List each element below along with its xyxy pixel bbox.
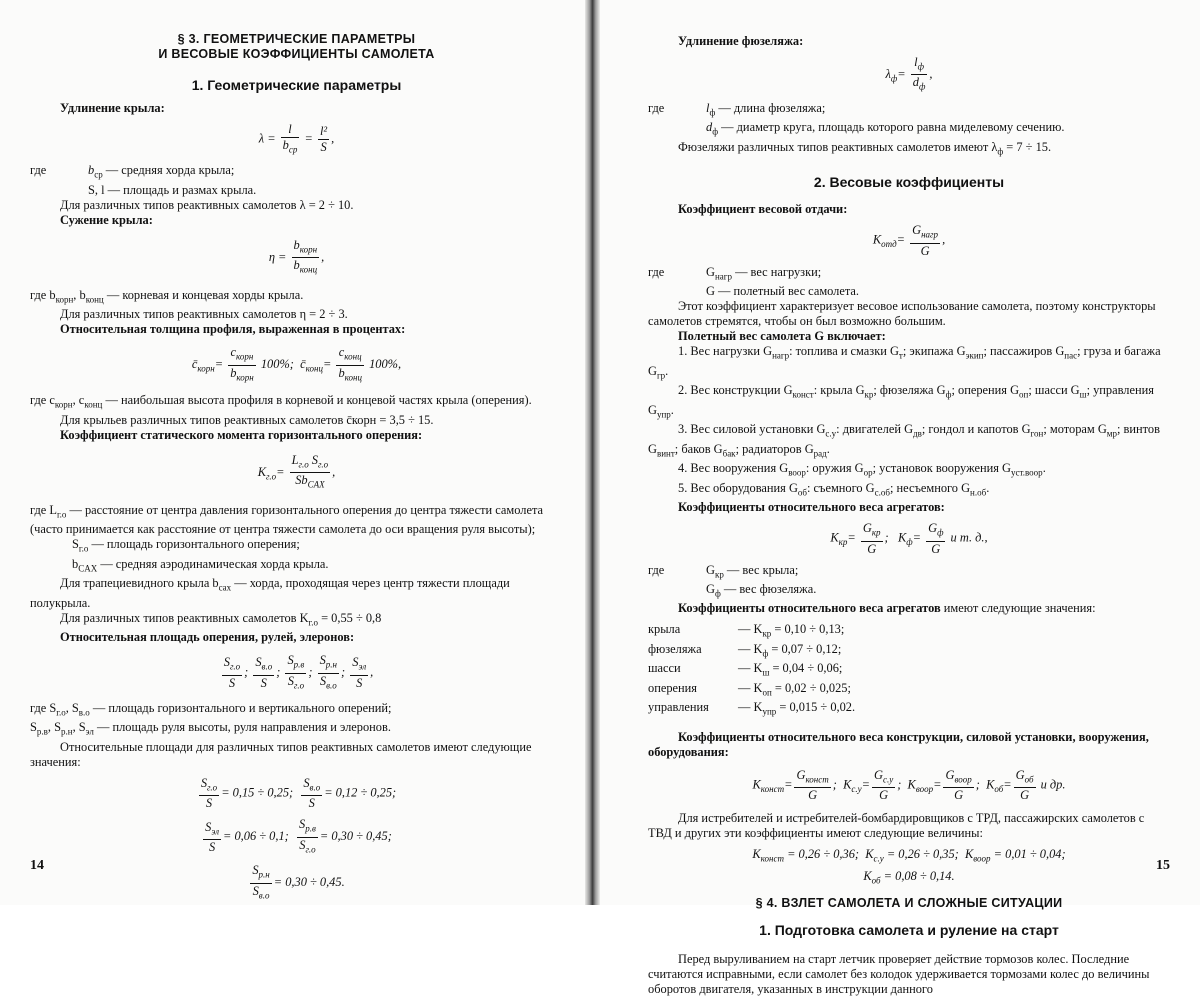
list-item: 2. Вес конструкции $G_{конст}$: крыла $G_{кр}$; фюзеляжа $G_ф$; оперения $G_{оп}$; шасси $G_ш$; управления $G_{упр}$. [648,383,1154,420]
table-row: оперения — $K_{оп} = 0,02 \div 0,025$; [648,680,851,698]
values-row-1: $S_{г.о}$ S = 0,15 ÷ 0,25; $S_{в.о}$ S = 0,12 ÷ 0,25; [200,775,397,811]
page-number: 15 [1156,858,1170,873]
definitions: где $G_{нагр}$ — вес нагрузки; G — полетный вес самолета. [648,264,860,299]
paragraph: Для различных типов реактивных самолетов λ = 2 ÷ 10. [60,197,354,212]
paragraph-title: Относительная толщина профиля, выраженная в процентах: [60,322,406,337]
subsection-heading: 1. Геометрические параметры [191,77,402,93]
paragraph: где $S_{г.о}$, $S_{в.о}$ — площадь горизонтального и вертикального оперений; [30,700,392,718]
table-row: фюзеляжа — $K_ф = 0,07 \div 0,12$; [648,641,842,659]
values-row: $K_{об} = 0,08 \div 0,14$. [863,868,955,886]
list-item: 3. Вес силовой установки $G_{с.у}$: двигателей $G_{дв}$; гондол и капотов $G_{гон}$; моторам $G_{мр}$; винтов $G_{винт}$; баков $G_{бак}$; радиаторов $G_{рад}$. [648,422,1160,459]
subsection-heading: 1. Подготовка самолета и руление на старт [759,922,1059,939]
paragraph: Для истребителей и истребителей-бомбардировщиков с ТРД, пассажирских самолетов с ТВД и других эти коэффициенты имеют следующие величины: [648,811,1145,841]
formula-kotd: $K_{отд}=$ $G_{нагр}$ G , [872,223,946,258]
values-row: $K_{конст} = 0,26 \div 0,36$; $K_{с.у} = 0,26 \div 0,35$; $K_{воор} = 0,01 \div 0,04$; [752,847,1066,864]
paragraph: $S_{г.о}$ — площадь горизонтального оперения; [72,537,300,554]
table-row: шасси — $K_ш = 0,04 \div 0,06$; [648,661,843,678]
paragraph: где $L_{г.о}$ — расстояние от центра давления горизонтального оперения до центра тяжести самолета (часто принимается как расстояние от центра тяжести самолета до оси вращения руля высоты); [30,502,544,537]
formula-kgo: $K_{г.о}=$ $L_{г.о}$ $S_{г.о}$ $Sb_{CAX}$ , [257,452,336,490]
paragraph-title: Коэффициенты относительного веса агрегатов: [678,500,945,515]
paragraph-title: Относительная площадь оперения, рулей, элеронов: [60,630,355,645]
paragraph-title: Полетный вес самолета G включает: [678,329,886,344]
paragraph: Этот коэффициент характеризует весовое использование самолета, поэтому конструкторы самолетов стремятся, чтобы он был возможно большим. [648,299,1156,329]
book-gutter [585,0,600,905]
paragraph: $S_{р.в}$, $S_{р.н}$, $S_{эл}$ — площадь руля высоты, руля направления и элеронов. [30,720,391,737]
paragraph: где $c_{корн}$, $c_{конц}$ — наибольшая высота профиля в корневой и концевой частях крыла (оперения). [30,393,532,410]
formula-constr: $K_{конст}=$ $G_{конст}$ G ; $K_{с.у}=$ $G_{с.у}$ G ; $K_{воор}=$ $G_{воор}$ G ; $K_{об}=$ $G_{об}$ G и др. [752,767,1066,803]
right-page [600,0,1200,997]
formula-thickness: $c̄_{корн}=$ $c_{корн}$ $b_{корн}$ 100%; $c̄_{конц}=$ $c_{конц}$ $b_{конц}$ 100%, [191,345,402,383]
subsection-heading: 2. Весовые коэффициенты [813,174,1005,191]
formula-agg: $K_{кр}=$ $G_{кр}$ G ; $K_ф=$ $G_ф$ G и т. д., [830,521,988,556]
paragraph: Коэффициенты относительного веса агрегатов имеют следующие значения: [678,601,1096,616]
paragraph-title: Коэффициенты относительного веса конструкции, силовой установки, вооружения, оборудования: [648,729,1149,759]
formula-eta: η = $b_{корн}$ $b_{конц}$ , [268,237,325,275]
section-heading: § 3. ГЕОМЕТРИЧЕСКИЕ ПАРАМЕТРЫ И ВЕСОВЫЕ КОЭФФИЦИЕНТЫ САМОЛЕТА [158,32,435,61]
formula-lambda: λ = l $b_{ср}$ = $\frac{\text{l²}}{S}$ , [258,122,335,155]
table-row: крыла — $K_{кр} = 0,10 \div 0,13$; [648,622,845,639]
section-heading: § 4. ВЗЛЕТ САМОЛЕТА И СЛОЖНЫЕ СИТУАЦИИ [755,896,1063,911]
paragraph: Перед выруливанием на старт летчик проверяет действие тормозов колес. Последние считаются исправными, если самолет без колодок удерживается тормозами колес до величины оборотов двигателя, указанных в инструкции данного [648,952,1150,997]
page-number: 14 [30,858,44,873]
paragraph: где $b_{корн}$, $b_{конц}$ — корневая и концевая хорды крыла. [30,287,304,305]
paragraph-title: Сужение крыла: [60,212,153,227]
paragraph: Для трапециевидного крыла $b_{cax}$ — хорда, проходящая через центр тяжести площади полукрыла. [30,576,510,610]
paragraph: Фюзеляжи различных типов реактивных самолетов имеют $\lambda_ф = 7 \div 15$. [678,139,1052,157]
paragraph: Для крыльев различных типов реактивных самолетов c̄корн = 3,5 ÷ 15. [60,412,434,427]
paragraph-title: Коэффициент весовой отдачи: [678,202,848,217]
paragraph: Относительные площади для различных типов реактивных самолетов имеют следующие значения: [30,739,532,769]
definitions: где $b_{ср}$ — средняя хорда крыла; S, l — площадь и размах крыла. [30,163,257,197]
values-row-2: $S_{эл}$ S = 0,06 ÷ 0,1; $S_{р.в}$ $S_{г.о}$ = 0,30 ÷ 0,45; [205,817,392,855]
agg-values-table [648,622,1170,719]
formula-lambda-f: $\lambda_ф=$ $l_ф$ $d_ф$ , [885,55,933,92]
paragraph: $b_{CAX}$ — средняя аэродинамическая хорда крыла. [72,556,329,574]
paragraph-title: Коэффициент статического момента горизонтального оперения: [60,427,423,442]
paragraph-title: Удлинение крыла: [60,101,165,115]
paragraph: Для различных типов реактивных самолетов $K_{г.о} = 0,55 \div 0,8$ [60,610,382,628]
list-item: 5. Вес оборудования $G_{об}$: съемного $G_{с.об}$; несъемного $G_{н.об}$. [678,480,990,498]
paragraph-title: Удлинение фюзеляжа: [678,34,804,48]
definitions: где $l_ф$ — длина фюзеляжа; $d_ф$ — диаметр круга, площадь которого равна миделевому сечению. [648,100,1065,137]
paragraph: Для различных типов реактивных самолетов η = 2 ÷ 3. [60,307,348,322]
left-page [0,0,585,905]
values-row-3: $S_{р.н}$ $S_{в.о}$ = 0,30 ÷ 0,45. [252,863,345,901]
list-item: 4. Вес вооружения $G_{воор}$: оружия $G_{ор}$; установок вооружения $G_{уст.воор}$. [678,461,1046,478]
definitions: где $G_{кр}$ — вес крыла; $G_ф$ — вес фюзеляжа. [648,562,817,599]
list-item: 1. Вес нагрузки $G_{нагр}$: топлива и смазки $G_т$; экипажа $G_{экип}$; пассажиров $G_{пас}$; груза и багажа $G_{гр}$. [648,344,1161,381]
table-row: управления — $K_{упр} = 0,015 \div 0,02$. [648,700,856,717]
formula-rel-areas: $S_{г.о}$ S ; $S_{в.о}$ S ; $S_{р.в}$ $S_{г.о}$ ; $S_{р.н}$ $S_{в.о}$ ; $S_{эл}$ S , [223,653,374,690]
